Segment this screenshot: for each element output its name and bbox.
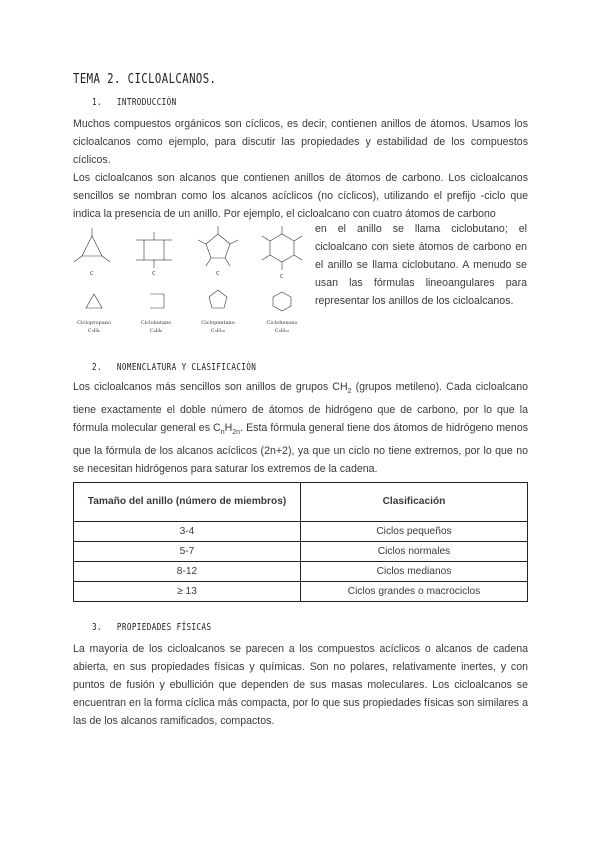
table-cell: Ciclos grandes o macrociclos [301,582,528,602]
table-row [74,542,528,562]
section-title: INTRODUCCIÓN [116,97,177,108]
cycloalkane-structures-figure [70,226,310,346]
table-cell: ≥ 13 [74,582,301,602]
intro-text [73,115,528,223]
table-header-row [74,483,528,522]
figure-caption-formula: C₅H₁₀ [210,328,226,334]
text-run: Los cicloalcanos más sencillos son anillos de grupos CH [73,381,348,393]
section-number: 2. [92,362,102,373]
cyclobutane-structure [136,232,172,308]
cyclohexane-structure [262,226,302,311]
table-cell: 3-4 [74,522,301,542]
section-heading-introduccion [92,97,177,108]
table-row [74,522,528,542]
section-number: 3. [92,622,102,633]
section-title: PROPIEDADES FÍSICAS [116,622,212,633]
section-heading-nomenclatura [92,362,256,373]
table-cell: Ciclos normales [301,542,528,562]
column-header-classification: Clasificación [301,483,528,522]
table-row [74,562,528,582]
figure-caption-formula: C₃H₆ [87,328,101,334]
intro-paragraph-1: Muchos compuestos orgánicos son cíclicos, es decir, contienen anillos de átomos. Usamos los cicloalcanos como ejemplo, para discutir las propiedades y estabilidad de los compuestos cíclicos. [73,118,528,166]
svg-text:C: C [90,271,94,277]
nomenclatura-text [73,378,528,478]
figure-caption-name: Ciclohexano [266,320,298,326]
figure-caption-name: Ciclobutano [140,320,172,326]
nomenclatura-paragraph [73,378,528,478]
subscript: 2n [232,429,241,437]
subscript: 2 [347,388,352,396]
figure-caption-name: Ciclopropano [77,320,111,326]
subscript: n [220,429,225,437]
text-run: . Esta fórmula general tiene dos átomos de hidrógeno menos que la fórmula de los alcanos acíclicos (2n+2), ya que un ciclo no tiene extremos, por lo que no se necesitan hidrógenos para saturar los extremos de la cadena. [73,422,529,476]
table-cell: Ciclos pequeños [301,522,528,542]
cyclopropane-structure [74,228,110,308]
figure-caption-formula: C₆H₁₂ [274,328,290,334]
propiedades-text [73,640,528,730]
svg-text:C: C [280,274,284,280]
table-cell: 8-12 [74,562,301,582]
text-run: (grupos metileno). Cada cicloalcano tiene exactamente el doble número de átomos de hidrógeno que de carbono, por lo que la fórmula molecular general es C [73,381,528,435]
propiedades-paragraph: La mayoría de los cicloalcanos se parecen a los compuestos acíclicos o alcanos de cadena abierta, en sus propiedades físicas y químicas. Son no polares, relativamente inertes, y con puntos de fusión y ebullición que dependen de sus masas moleculares. Los cicloalcanos se encuentran en la forma cíclica más compacta, por lo que sus propiedades físicas son similares a las de los alcanos ramificados, compactos. [73,643,528,727]
section-number: 1. [92,97,102,108]
page-title: TEMA 2. CICLOALCANOS. [73,72,217,87]
section-title: NOMENCLATURA Y CLASIFICACIÓN [116,362,257,373]
svg-text:C: C [152,271,156,277]
table-row [74,582,528,602]
intro-paragraph-2: Los cicloalcanos son alcanos que contienen anillos de átomos de carbono. Los cicloalcanos sencillos se nombran como los alcanos acíclicos (no cíclicos), utilizando el prefijo -ciclo que indica la presencia de un anillo. Por ejemplo, el cicloalcano con cuatro átomos de carbono [73,172,528,220]
intro-continuation: en el anillo se llama ciclobutano; el cicloalcano con siete átomos de carbono en el anillo se llama ciclobutano. A menudo se usan las fórmulas lineoangulares para representar los anillos de los cicloalcanos. [315,223,527,307]
table-cell: Ciclos medianos [301,562,528,582]
svg-text:C: C [216,271,220,277]
classification-table [73,482,528,602]
figure-caption-name: Ciclopentano [201,320,235,326]
cyclopentane-structure [198,226,238,308]
column-header-size: Tamaño del anillo (número de miembros) [74,483,301,522]
text-run: H [224,422,233,435]
figure-caption-formula: C₄H₈ [149,328,163,334]
table-cell: 5-7 [74,542,301,562]
section-heading-propiedades [92,622,211,633]
